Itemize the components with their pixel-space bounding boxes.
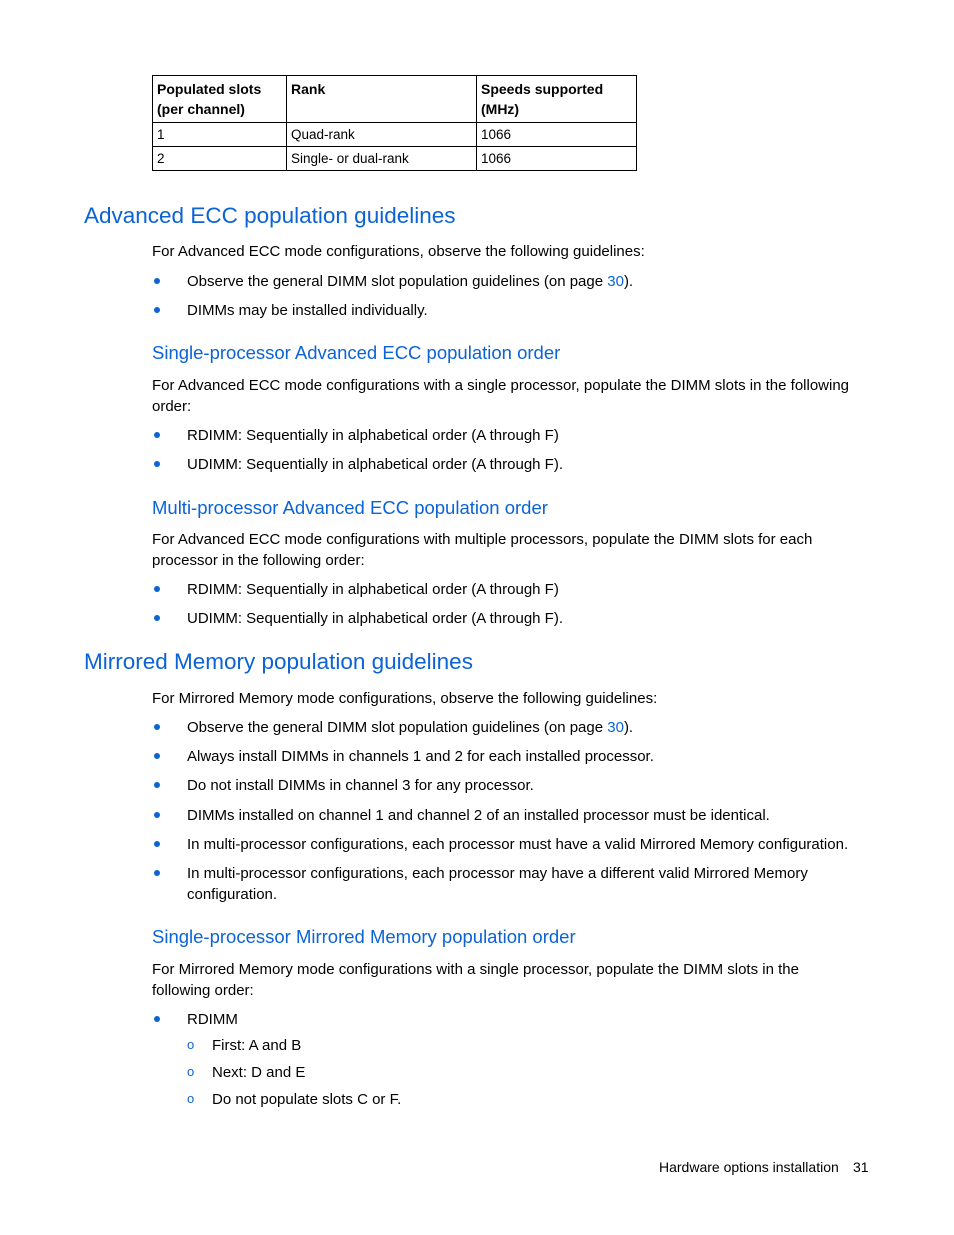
subsection-heading-multi-advanced: Multi-processor Advanced ECC population order [152,497,548,518]
page-link[interactable]: 30 [607,273,624,290]
subsection-heading-single-mirrored: Single-processor Mirrored Memory population order [152,926,576,947]
paragraph: For Mirrored Memory mode configurations with a single processor, populate the DIMM slots in the following order: [152,961,799,999]
bullet-icon [154,432,160,438]
list-item: In multi-processor configurations, each processor must have a valid Mirrored Memory configuration. [187,836,849,853]
circle-bullet-icon: o [187,1064,195,1079]
table-cell: Single- or dual-rank [287,147,477,171]
list-item: Do not install DIMMs in channel 3 for any processor. [187,777,534,794]
table-cell: 1066 [477,123,637,147]
bullet-icon [154,724,160,730]
list-item-text: ). [623,273,634,290]
page-number: 31 [853,1159,869,1175]
circle-bullet-icon: o [187,1037,195,1052]
bullet-icon [154,782,160,788]
bullet-icon [154,812,160,818]
bullet-icon [154,307,160,313]
paragraph: For Advanced ECC mode configurations, observe the following guidelines: [152,243,645,260]
paragraph: For Advanced ECC mode configurations with multiple processors, populate the DIMM slots for each processor in the following order: [152,531,813,569]
list-item-text: Observe the general DIMM slot population guidelines (on page [187,719,608,736]
list-item: RDIMM: Sequentially in alphabetical order (A through F) [187,427,559,444]
bullet-icon [154,870,160,876]
sub-list-item: Next: D and E [212,1064,306,1081]
bullet-icon [154,753,160,759]
bullet-icon [154,278,160,284]
list-item [187,717,633,738]
section-heading-mirrored: Mirrored Memory population guidelines [84,649,473,674]
bullet-icon [154,1016,160,1022]
list-item: RDIMM [187,1011,238,1028]
bullet-icon [154,586,160,592]
table-header: Speeds supported (MHz) [477,76,637,123]
page-link[interactable]: 30 [607,719,624,736]
list-item-text: Observe the general DIMM slot population guidelines (on page [187,273,608,290]
list-item-text: ). [623,719,634,736]
list-item: DIMMs may be installed individually. [187,302,428,319]
bullet-icon [154,615,160,621]
list-item: RDIMM: Sequentially in alphabetical order (A through F) [187,581,559,598]
list-item: UDIMM: Sequentially in alphabetical order (A through F). [187,456,564,473]
bullet-icon [154,841,160,847]
list-item: DIMMs installed on channel 1 and channel 2 of an installed processor must be identical. [187,807,770,824]
table-cell: Quad-rank [287,123,477,147]
table-cell: 1066 [477,147,637,171]
bullet-icon [154,461,160,467]
footer-section-title: Hardware options installation [659,1159,839,1175]
list-item [187,271,633,292]
sub-list-item: Do not populate slots C or F. [212,1091,402,1108]
table-row [153,123,637,147]
sub-list-item: First: A and B [212,1037,302,1054]
paragraph: For Advanced ECC mode configurations with a single processor, populate the DIMM slots in the following order: [152,377,850,415]
table-row [153,147,637,171]
speed-table [152,75,637,171]
circle-bullet-icon: o [187,1091,195,1106]
table-header: Populated slots (per channel) [153,76,287,123]
list-item: UDIMM: Sequentially in alphabetical order (A through F). [187,610,564,627]
list-item: In multi-processor configurations, each processor may have a different valid Mirrored Memory configuration. [187,865,808,903]
subsection-heading-single-advanced: Single-processor Advanced ECC population order [152,342,561,363]
table-header-row [153,76,637,123]
section-heading-advanced-ecc: Advanced ECC population guidelines [84,203,456,228]
table-header: Rank [287,76,477,123]
paragraph: For Mirrored Memory mode configurations, observe the following guidelines: [152,690,658,707]
table-cell: 1 [153,123,287,147]
list-item: Always install DIMMs in channels 1 and 2 for each installed processor. [187,748,654,765]
table-cell: 2 [153,147,287,171]
